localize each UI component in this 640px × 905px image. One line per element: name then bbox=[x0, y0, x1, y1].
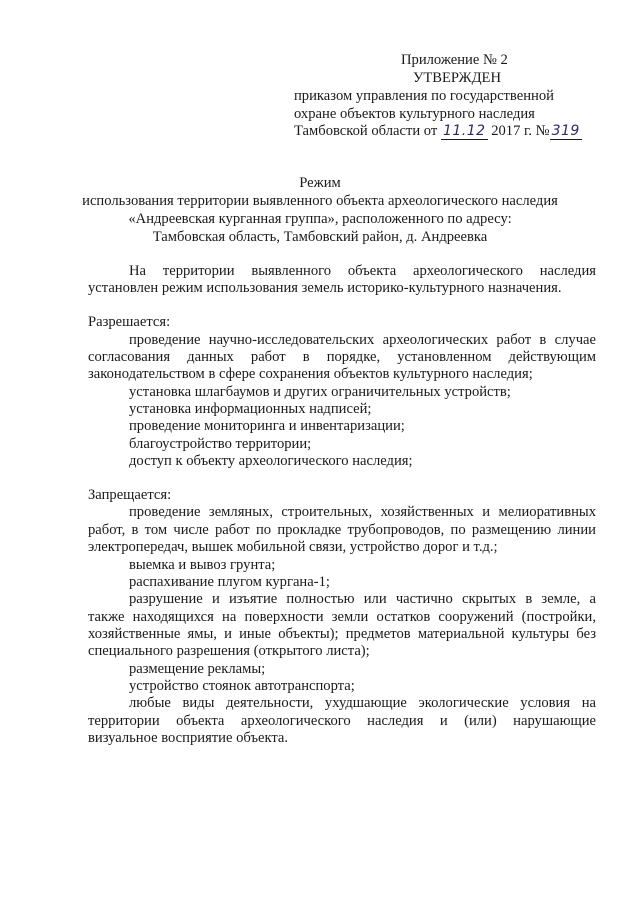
handwritten-date: 11.12 bbox=[442, 123, 486, 139]
forbidden-item-4-line-3: хозяйственные ямы, и иные объекты); предметов материальной культуры без bbox=[88, 626, 596, 642]
forbidden-item-7-line-2: территории объекта археологического наследия и (или) нарушающие bbox=[88, 713, 596, 729]
allowed-item-3: установка информационных надписей; bbox=[129, 401, 372, 417]
allowed-heading: Разрешается: bbox=[88, 314, 171, 330]
forbidden-item-7-line-3: визуальное восприятие объекта. bbox=[88, 730, 289, 746]
forbidden-item-7-line-1: любые виды деятельности, ухудшающие экологические условия на bbox=[129, 695, 596, 711]
allowed-item-1-line-3: законодательством в сфере сохранения объектов культурного наследия; bbox=[88, 366, 533, 382]
allowed-item-1-line-1: проведение научно-исследовательских археологических работ в случае bbox=[129, 332, 596, 348]
approval-line-1: приказом управления по государственной bbox=[294, 88, 554, 104]
allowed-item-1-line-2: согласования данных работ в порядке, установленном действующим bbox=[88, 349, 596, 365]
allowed-item-5: благоустройство территории; bbox=[129, 436, 312, 452]
approval-year: 2017 г. № bbox=[491, 123, 550, 139]
allowed-item-6: доступ к объекту археологического наследия; bbox=[129, 453, 413, 469]
approved-label: УТВЕРЖДЕН bbox=[413, 70, 501, 86]
forbidden-item-1-line-1: проведение земляных, строительных, хозяйственных и мелиоративных bbox=[129, 504, 596, 520]
title-line-2: «Андреевская курганная группа», расположенного по адресу: bbox=[128, 211, 512, 227]
forbidden-item-1-line-3: электропередач, вышек мобильной связи, устройство дорог и т.д.; bbox=[88, 539, 498, 555]
approval-line-3-prefix: Тамбовской области от bbox=[294, 123, 438, 139]
forbidden-item-4-line-1: разрушение и изъятие полностью или частично скрытых в земле, а bbox=[129, 591, 596, 607]
forbidden-item-6: устройство стоянок автотранспорта; bbox=[129, 678, 355, 694]
forbidden-item-2: выемка и вывоз грунта; bbox=[129, 557, 276, 573]
title-word: Режим bbox=[299, 175, 341, 191]
allowed-item-4: проведение мониторинга и инвентаризации; bbox=[129, 418, 405, 434]
appendix-label: Приложение № 2 bbox=[401, 52, 508, 68]
title-line-1: использования территории выявленного объекта археологического наследия bbox=[82, 193, 558, 209]
forbidden-heading: Запрещается: bbox=[88, 487, 172, 503]
forbidden-item-5: размещение рекламы; bbox=[129, 661, 266, 677]
approval-line-3 bbox=[294, 123, 582, 141]
approval-line-2: охране объектов культурного наследия bbox=[294, 106, 535, 122]
handwritten-order-number: 319 bbox=[551, 123, 580, 139]
forbidden-item-4-line-2: также находящихся на поверхности земли остатков сооружений (постройки, bbox=[88, 609, 596, 625]
allowed-item-2: установка шлагбаумов и других ограничительных устройств; bbox=[129, 384, 511, 400]
title-line-3: Тамбовская область, Тамбовский район, д. Андреевка bbox=[152, 229, 488, 245]
intro-line-2: установлен режим использования земель историко-культурного назначения. bbox=[88, 280, 562, 296]
forbidden-item-3: распахивание плугом кургана-1; bbox=[129, 574, 330, 590]
intro-line-1: На территории выявленного объекта археологического наследия bbox=[129, 263, 596, 279]
forbidden-item-1-line-2: работ, в том числе работ по прокладке трубопроводов, по размещению линии bbox=[88, 522, 596, 538]
forbidden-item-4-line-4: специального разрешения (открытого листа); bbox=[88, 643, 370, 659]
